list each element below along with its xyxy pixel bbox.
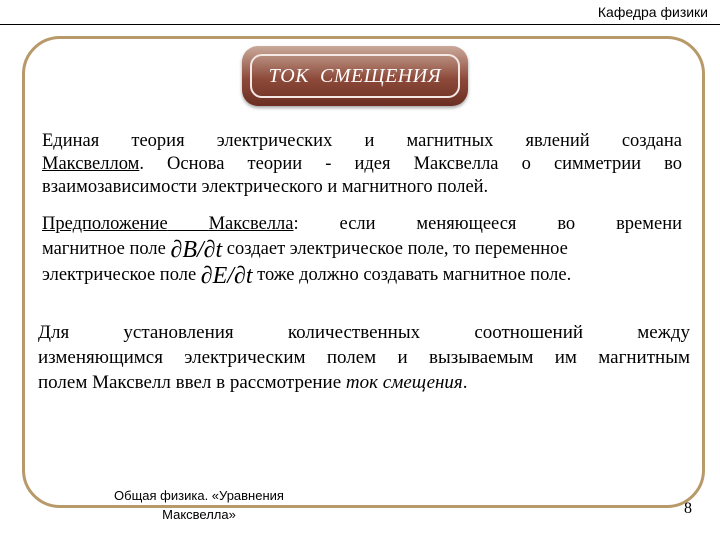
p2-line-3-rest: тоже должно создавать магнитное поле. [252,265,572,285]
p3-line-3-end: . [462,372,468,393]
department-header: Кафедра физики [597,4,708,20]
footer-line-1: Общая физика. «Уравнения [114,488,284,503]
p2-line-1-rest: : если меняющееся во времени [293,214,682,234]
title-banner-inner [250,54,460,98]
slide-title: ТОК СМЕЩЕНИЯ [268,64,442,87]
p1-line-2-rest: . Основа теории - идея Максвелла о симметрии во [139,154,682,174]
p2-line-1 [42,212,682,237]
p2-line-2-start: магнитное поле [42,239,171,259]
footer-course-title [86,486,312,524]
header-divider [0,24,720,25]
hypothesis-gap [168,214,209,234]
p2-line-3 [42,263,682,289]
p2-line-2 [42,237,682,263]
hypothesis-word: Предположение [42,214,168,234]
p3-line-2: изменяющимся электрическим полем и вызываемым им магнитным [38,347,690,368]
p2-line-3-start: электрическое поле [42,265,201,285]
formula-dE-dt: ∂E/∂t [200,263,253,289]
p2-line-2-rest: создает электрическое поле, то переменное [222,239,568,259]
p1-line-2 [42,153,682,176]
displacement-current-term: ток смещения [345,372,463,393]
maxwell-link-text: Максвеллом [42,154,140,174]
footer-line-2: Максвелла» [162,507,236,522]
paragraph-maxwell-hypothesis [42,212,682,289]
p1-line-1: Единая теория электрических и магнитных явлений создана [42,131,682,151]
page-number: 8 [684,500,692,517]
p3-line-3-start: полем Максвелл ввел в рассмотрение [38,372,346,393]
title-banner [242,46,468,106]
maxwell-word: Максвелла [208,214,294,234]
p3-line-1: Для установления количественных соотношений между [38,322,690,343]
p3-line-3 [38,370,690,395]
paragraph-unified-theory [42,130,682,199]
formula-dB-dt: ∂B/∂t [170,237,223,263]
p1-line-3: взаимозависимости электрического и магнитного полей. [42,177,489,197]
paragraph-displacement-current [38,320,690,395]
